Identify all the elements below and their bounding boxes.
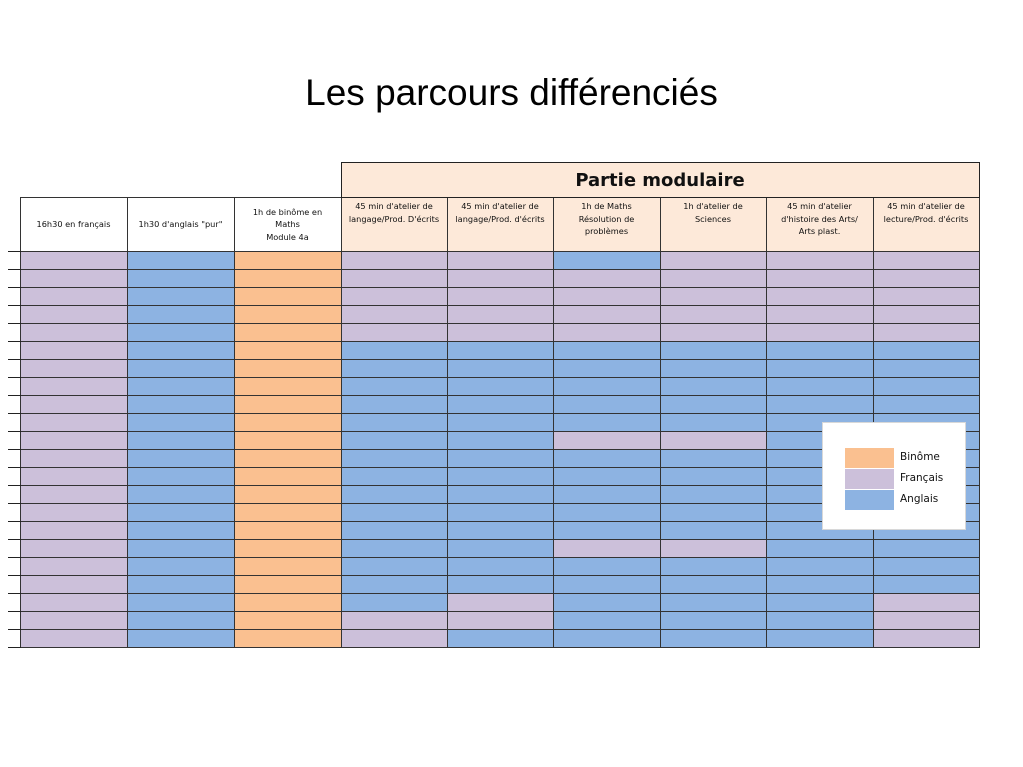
column-header: 16h30 en français: [20, 198, 127, 252]
table-cell: [447, 522, 553, 540]
legend-swatch-anglais: [845, 490, 894, 510]
row-stub: [8, 432, 20, 450]
table-cell: [127, 414, 234, 432]
table-cell: [20, 612, 127, 630]
table-cell: [766, 576, 873, 594]
table-row: [8, 576, 979, 594]
table-cell: [766, 630, 873, 648]
table-cell: [553, 378, 660, 396]
row-stub: [8, 504, 20, 522]
legend-item-anglais: [845, 490, 965, 510]
table-cell: [341, 414, 447, 432]
table-row: [8, 594, 979, 612]
table-cell: [127, 468, 234, 486]
table-cell: [234, 432, 341, 450]
table-cell: [20, 576, 127, 594]
table-cell: [553, 342, 660, 360]
table-cell: [447, 630, 553, 648]
table-cell: [660, 504, 766, 522]
row-stub: [8, 612, 20, 630]
table-cell: [660, 450, 766, 468]
table-row: [8, 270, 979, 288]
row-stub: [8, 342, 20, 360]
table-cell: [341, 594, 447, 612]
table-cell: [766, 252, 873, 270]
table-cell: [341, 396, 447, 414]
table-cell: [341, 576, 447, 594]
table-row: [8, 540, 979, 558]
table-cell: [447, 558, 553, 576]
table-cell: [873, 378, 979, 396]
table-cell: [873, 288, 979, 306]
table-cell: [127, 432, 234, 450]
table-cell: [234, 504, 341, 522]
table-cell: [553, 558, 660, 576]
table-cell: [20, 540, 127, 558]
slide-title: Les parcours différenciés: [305, 72, 718, 113]
table-row: [8, 612, 979, 630]
table-cell: [873, 324, 979, 342]
table-cell: [20, 378, 127, 396]
table-cell: [20, 630, 127, 648]
table-cell: [553, 468, 660, 486]
table-cell: [553, 270, 660, 288]
table-cell: [447, 396, 553, 414]
table-cell: [766, 306, 873, 324]
table-cell: [447, 468, 553, 486]
schedule-table: [8, 162, 980, 648]
row-stub: [8, 594, 20, 612]
table-cell: [660, 270, 766, 288]
table-cell: [234, 612, 341, 630]
table-cell: [127, 486, 234, 504]
row-stub: [8, 270, 20, 288]
table-cell: [766, 540, 873, 558]
row-stub: [8, 360, 20, 378]
table-cell: [660, 396, 766, 414]
table-cell: [873, 270, 979, 288]
table-cell: [234, 414, 341, 432]
table-cell: [234, 594, 341, 612]
row-stub: [8, 450, 20, 468]
table-cell: [341, 540, 447, 558]
table-cell: [873, 360, 979, 378]
table-cell: [447, 360, 553, 378]
row-stub: [8, 468, 20, 486]
table-cell: [127, 558, 234, 576]
table-cell: [447, 504, 553, 522]
table-cell: [341, 378, 447, 396]
row-stub: [8, 378, 20, 396]
legend: [822, 422, 966, 530]
table-cell: [553, 630, 660, 648]
table-cell: [127, 342, 234, 360]
table-cell: [127, 396, 234, 414]
table-cell: [20, 414, 127, 432]
row-stub: [8, 540, 20, 558]
table-cell: [660, 432, 766, 450]
table-cell: [766, 558, 873, 576]
table-cell: [447, 450, 553, 468]
row-stub: [8, 486, 20, 504]
table-cell: [553, 306, 660, 324]
table-cell: [20, 324, 127, 342]
table-cell: [553, 450, 660, 468]
table-cell: [234, 288, 341, 306]
table-cell: [553, 396, 660, 414]
table-cell: [766, 396, 873, 414]
column-header: 45 min d'atelier de langage/Prod. D'écrits: [341, 198, 447, 252]
table-cell: [341, 522, 447, 540]
table-cell: [660, 306, 766, 324]
table-row: [8, 324, 979, 342]
table-row: [8, 378, 979, 396]
table-cell: [127, 540, 234, 558]
table-cell: [553, 612, 660, 630]
table-row: [8, 558, 979, 576]
table-cell: [553, 594, 660, 612]
table-cell: [553, 486, 660, 504]
table-cell: [766, 270, 873, 288]
legend-item-francais: [845, 469, 965, 489]
table-cell: [234, 270, 341, 288]
table-cell: [553, 360, 660, 378]
table-row: [8, 360, 979, 378]
table-cell: [553, 414, 660, 432]
table-cell: [660, 414, 766, 432]
table-cell: [127, 378, 234, 396]
table-cell: [660, 468, 766, 486]
table-cell: [553, 288, 660, 306]
table-cell: [20, 450, 127, 468]
table-cell: [660, 342, 766, 360]
table-row: [8, 396, 979, 414]
table-cell: [553, 504, 660, 522]
row-stub: [8, 414, 20, 432]
row-stub: [8, 324, 20, 342]
table-cell: [127, 288, 234, 306]
table-cell: [341, 450, 447, 468]
table-cell: [127, 612, 234, 630]
table-cell: [660, 576, 766, 594]
row-stub: [8, 522, 20, 540]
legend-swatch-francais: [845, 469, 894, 489]
table-cell: [766, 594, 873, 612]
table-cell: [447, 378, 553, 396]
table-cell: [660, 252, 766, 270]
column-header: 1h30 d'anglais "pur": [127, 198, 234, 252]
table-cell: [766, 324, 873, 342]
table-cell: [234, 558, 341, 576]
table-cell: [341, 468, 447, 486]
column-header: 1h d'atelier de Sciences: [660, 198, 766, 252]
table-cell: [873, 576, 979, 594]
table-cell: [20, 486, 127, 504]
table-cell: [127, 630, 234, 648]
table-row: [8, 252, 979, 270]
table-cell: [341, 306, 447, 324]
table-cell: [127, 576, 234, 594]
table-cell: [447, 414, 553, 432]
table-cell: [20, 270, 127, 288]
modular-header: Partie modulaire: [341, 163, 979, 198]
table-cell: [234, 576, 341, 594]
row-stub: [8, 306, 20, 324]
table-cell: [447, 342, 553, 360]
table-cell: [234, 450, 341, 468]
table-cell: [873, 396, 979, 414]
legend-label-anglais: Anglais: [900, 493, 939, 505]
table-cell: [873, 252, 979, 270]
column-header: 45 min d'atelier de langage/Prod. d'écrits: [447, 198, 553, 252]
row-stub: [8, 396, 20, 414]
table-cell: [660, 378, 766, 396]
table-cell: [341, 558, 447, 576]
table-cell: [766, 360, 873, 378]
table-cell: [660, 288, 766, 306]
row-stub: [8, 288, 20, 306]
table-cell: [660, 558, 766, 576]
table-cell: [660, 594, 766, 612]
table-cell: [766, 378, 873, 396]
table-cell: [20, 342, 127, 360]
table-cell: [234, 396, 341, 414]
table-cell: [20, 468, 127, 486]
table-cell: [20, 432, 127, 450]
table-cell: [766, 342, 873, 360]
table-cell: [234, 342, 341, 360]
table-row: [8, 630, 979, 648]
table-cell: [553, 540, 660, 558]
table-cell: [873, 558, 979, 576]
table-cell: [553, 252, 660, 270]
table-cell: [127, 252, 234, 270]
table-cell: [873, 540, 979, 558]
table-cell: [20, 288, 127, 306]
table-cell: [127, 324, 234, 342]
table-cell: [447, 288, 553, 306]
table-cell: [20, 558, 127, 576]
row-stub: [8, 252, 20, 270]
table-cell: [660, 540, 766, 558]
table-cell: [447, 576, 553, 594]
table-cell: [553, 522, 660, 540]
table-row: [8, 342, 979, 360]
table-cell: [447, 252, 553, 270]
table-cell: [660, 486, 766, 504]
table-cell: [553, 576, 660, 594]
table-cell: [873, 612, 979, 630]
table-row: [8, 306, 979, 324]
table-cell: [341, 630, 447, 648]
table-cell: [234, 486, 341, 504]
table-cell: [234, 630, 341, 648]
table-cell: [234, 522, 341, 540]
table-cell: [447, 270, 553, 288]
table-row: [8, 288, 979, 306]
table-cell: [341, 342, 447, 360]
table-cell: [127, 270, 234, 288]
table-cell: [447, 540, 553, 558]
table-cell: [341, 432, 447, 450]
table-cell: [447, 324, 553, 342]
table-cell: [20, 252, 127, 270]
table-cell: [20, 396, 127, 414]
table-cell: [341, 360, 447, 378]
row-stub: [8, 630, 20, 648]
table-cell: [127, 504, 234, 522]
table-cell: [873, 342, 979, 360]
table-cell: [20, 306, 127, 324]
table-cell: [447, 432, 553, 450]
table-cell: [341, 252, 447, 270]
column-header: 1h de Maths Résolution de problèmes: [553, 198, 660, 252]
table-cell: [234, 306, 341, 324]
table-cell: [20, 594, 127, 612]
table-cell: [766, 612, 873, 630]
row-stub: [8, 198, 20, 252]
table-cell: [234, 468, 341, 486]
table-cell: [341, 504, 447, 522]
legend-item-binome: [845, 448, 965, 468]
legend-label-binome: Binôme: [900, 451, 940, 463]
table-cell: [447, 306, 553, 324]
column-header: 45 min d'atelier d'histoire des Arts/ Arts plast.: [766, 198, 873, 252]
table-cell: [234, 540, 341, 558]
table-cell: [873, 594, 979, 612]
table-cell: [20, 504, 127, 522]
table-cell: [660, 360, 766, 378]
table-cell: [447, 594, 553, 612]
table-cell: [766, 288, 873, 306]
table-cell: [660, 522, 766, 540]
table-cell: [127, 522, 234, 540]
table-cell: [341, 288, 447, 306]
table-cell: [127, 450, 234, 468]
table-cell: [660, 324, 766, 342]
table-cell: [341, 486, 447, 504]
row-stub: [8, 576, 20, 594]
table-cell: [127, 306, 234, 324]
table-cell: [234, 324, 341, 342]
table-cell: [873, 630, 979, 648]
table-cell: [447, 612, 553, 630]
table-cell: [234, 378, 341, 396]
table-cell: [341, 612, 447, 630]
table-cell: [127, 594, 234, 612]
legend-swatch-binome: [845, 448, 894, 468]
table-cell: [127, 360, 234, 378]
column-header: 1h de binôme en Maths Module 4a: [234, 198, 341, 252]
header-spacer: [8, 163, 341, 198]
row-stub: [8, 558, 20, 576]
table-cell: [553, 432, 660, 450]
table-cell: [447, 486, 553, 504]
table-cell: [20, 522, 127, 540]
legend-label-francais: Français: [900, 472, 944, 484]
table-cell: [234, 360, 341, 378]
table-cell: [341, 324, 447, 342]
table-cell: [234, 252, 341, 270]
column-header: 45 min d'atelier de lecture/Prod. d'écrits: [873, 198, 979, 252]
table-cell: [553, 324, 660, 342]
table-cell: [873, 306, 979, 324]
table-cell: [341, 270, 447, 288]
table-cell: [660, 612, 766, 630]
table-cell: [20, 360, 127, 378]
table-cell: [660, 630, 766, 648]
